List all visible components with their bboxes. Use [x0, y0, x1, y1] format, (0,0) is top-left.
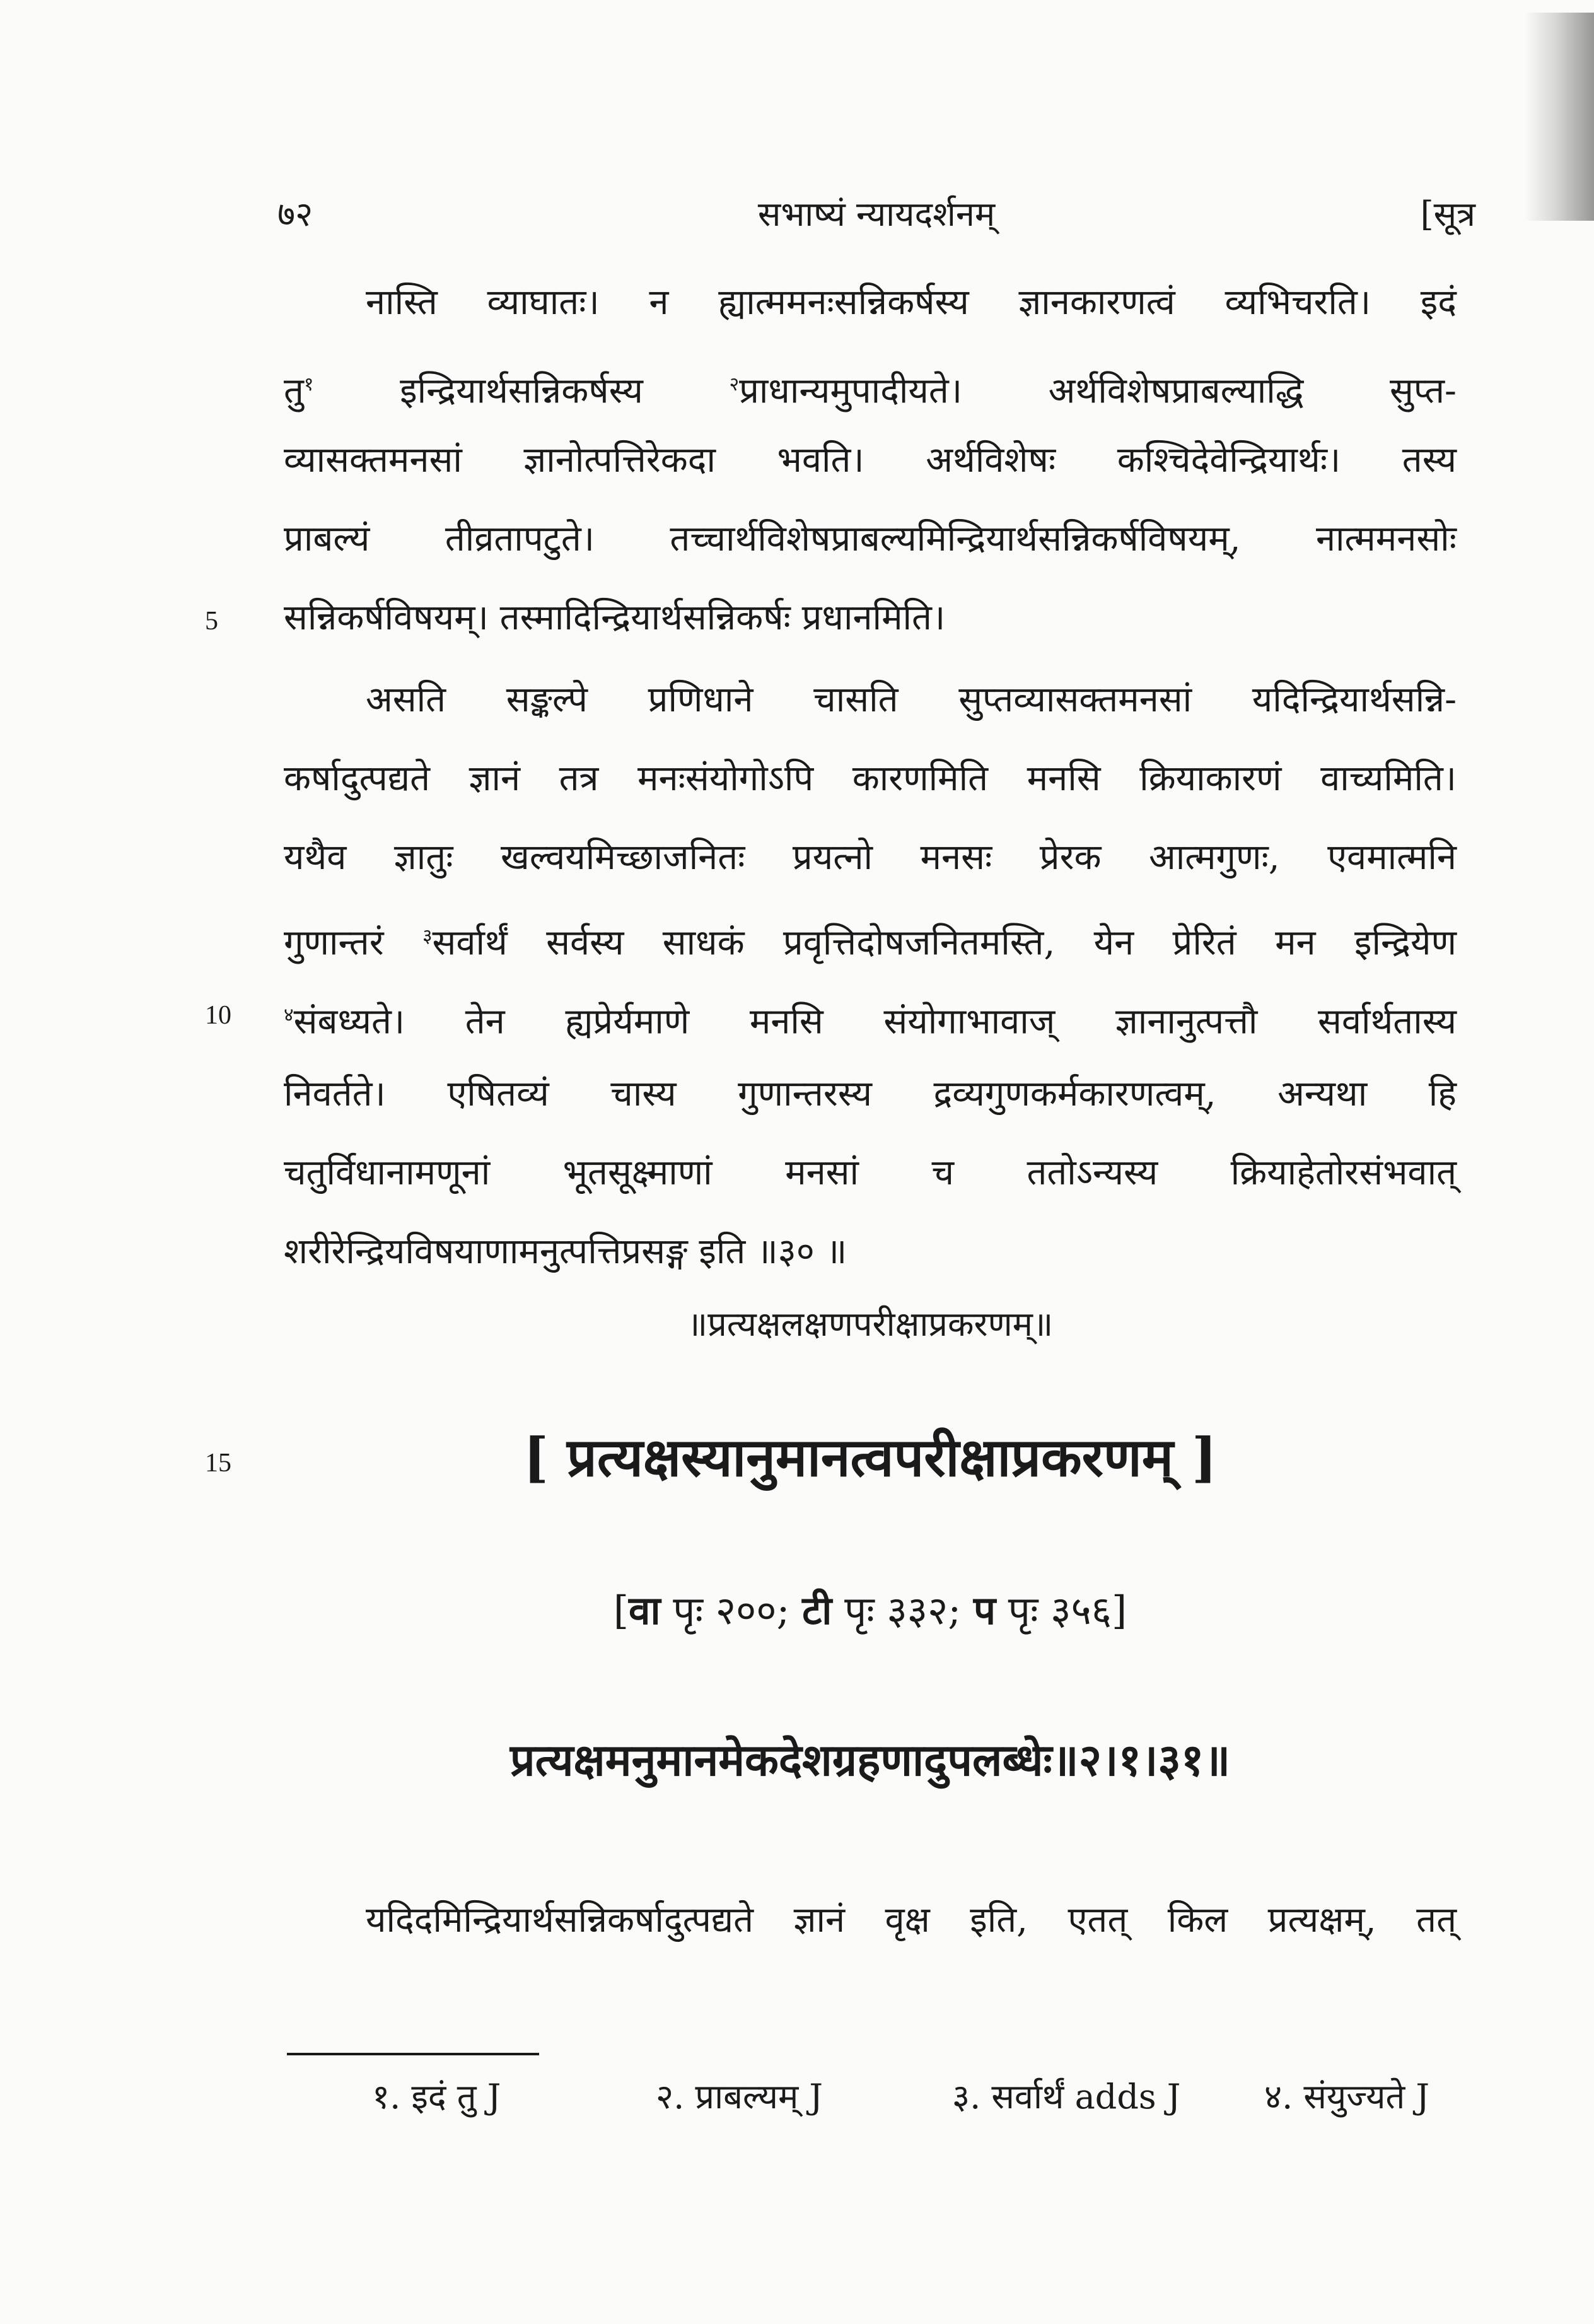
line-number: 5 [205, 607, 218, 636]
body-line-4: प्राबल्यं तीव्रतापटुते। तच्चार्थविशेषप्राबल्यमिन्द्रियार्थसन्निकर्षविषयम्, नात्ममनसोः [284, 518, 1457, 559]
body-line-9 [284, 905, 1457, 975]
scan-edge-shadow [1525, 13, 1594, 221]
body-line-7: कर्षादुत्पद्यते ज्ञानं तत्र मनःसंयोगोऽपि कारणमिति मनसि क्रियाकारणं वाच्यमिति। [284, 758, 1457, 799]
footnote-3: ३. सर्वार्थं adds J [952, 2077, 1181, 2117]
footnote-marker-4: ४ [284, 1004, 294, 1026]
text-segment: इन्द्रियार्थसन्निकर्षस्य [400, 370, 643, 412]
text-segment: गुणान्तरं [284, 922, 384, 964]
body-line-8: यथैव ज्ञातुः खल्वयमिच्छाजनितः प्रयत्नो मनसः प्रेरक आत्मगुणः, एवमात्मनि [284, 837, 1457, 878]
closing-colophon: ॥प्रत्यक्षलक्षणपरीक्षाप्रकरणम्॥ [687, 1304, 1054, 1344]
line-number: 10 [205, 1001, 231, 1030]
section-mark: [सूत्र [1420, 194, 1475, 234]
text-segment: प्राधान्यमुपादीयते। अर्थविशेषप्राबल्याद्धि सुप्त- [739, 370, 1457, 412]
body-line-3: व्यासक्तमनसां ज्ञानोत्पत्तिरेकदा भवति। अर्थविशेषः कश्चिदेवेन्द्रियार्थः। तस्य [284, 440, 1457, 481]
footnote-marker-2: २ [729, 373, 740, 395]
body-line-10 [284, 984, 1457, 1054]
footnote-marker-1: १ [303, 373, 314, 395]
commentary-references: [वा पृः २००; टी पृः ३३२; प पृः ३५६] [613, 1587, 1127, 1633]
footnote-4: ४. संयुज्यते J [1264, 2077, 1430, 2117]
ref-ti: टी [802, 1587, 832, 1633]
body-line-13: शरीरेन्द्रियविषयाणामनुत्पत्तिप्रसङ्ग इति ॥३० ॥ [284, 1231, 847, 1272]
body-line-2 [284, 353, 1457, 423]
footnote-divider [287, 2053, 539, 2055]
footnote-2: २. प्राबल्यम् J [656, 2077, 823, 2117]
text-segment: सर्वार्थं सर्वस्य साधकं प्रवृत्तिदोषजनितमस्ति, येन प्रेरितं मन इन्द्रियेण [432, 922, 1457, 964]
sutra-text: प्रत्यक्षमनुमानमेकदेशग्रहणादुपलब्धेः॥२।१।३१॥ [509, 1734, 1231, 1786]
footnote-marker-3: ३ [422, 925, 433, 947]
word-tu: तु [284, 370, 304, 412]
footnote-1: १. इदं तु J [372, 2077, 501, 2117]
running-title: सभाष्यं न्यायदर्शनम् [757, 194, 996, 234]
body-line-12: चतुर्विधानामणूनां भूतसूक्ष्माणां मनसां च ततोऽन्यस्य क्रियाहेतोरसंभवात् [284, 1152, 1457, 1193]
line-number: 15 [205, 1449, 231, 1478]
body-line-1: नास्ति व्याघातः। न ह्यात्ममनःसन्निकर्षस्य ज्ञानकारणत्वं व्यभिचरति। इदं [366, 282, 1457, 323]
body-line-6: असति सङ्कल्पे प्रणिधाने चासति सुप्तव्यासक्तमनसां यदिन्द्रियार्थसन्नि- [366, 679, 1457, 720]
body-line-5: सन्निकर्षविषयम्। तस्मादिन्द्रियार्थसन्निकर्षः प्रधानमिति। [284, 597, 946, 638]
body-line-11: निवर्तते। एषितव्यं चास्य गुणान्तरस्य द्रव्यगुणकर्मकारणत्वम्, अन्यथा हि [284, 1073, 1457, 1114]
ref-pa: प [973, 1587, 996, 1633]
text-segment: संबध्यते। तेन ह्यप्रेर्यमाणे मनसि संयोगाभावाज् ज्ञानानुत्पत्तौ सर्वार्थतास्य [293, 1001, 1457, 1042]
ref-va: वा [629, 1587, 661, 1633]
page-number: ७२ [277, 194, 313, 234]
page-header [277, 189, 1475, 252]
section-heading: [ प्रत्यक्षस्यानुमानत्वपरीक्षाप्रकरणम् ] [523, 1426, 1217, 1488]
body-line-14: यदिदमिन्द्रियार्थसन्निकर्षादुत्पद्यते ज्ञानं वृक्ष इति, एतत् किल प्रत्यक्षम्, तत् [366, 1900, 1457, 1941]
